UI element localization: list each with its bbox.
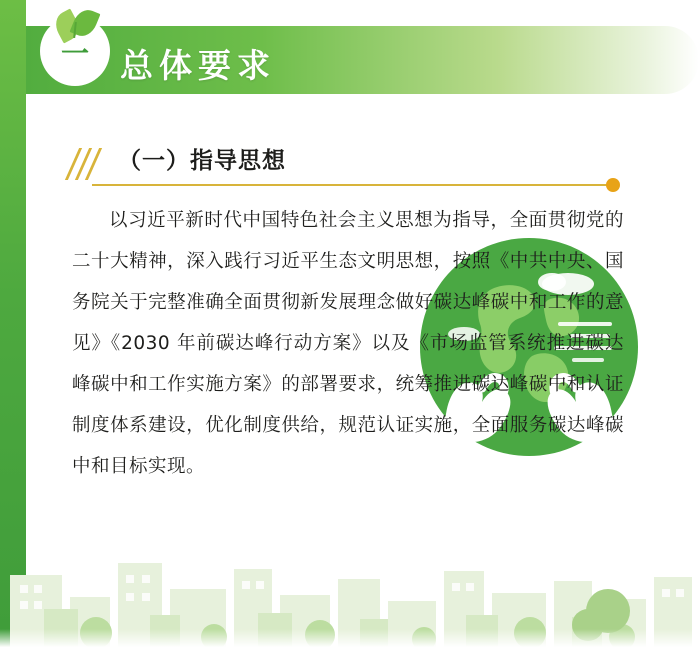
footer-fade bbox=[0, 629, 699, 655]
slash-decoration-icon bbox=[70, 148, 112, 182]
body-paragraph: 以习近平新时代中国特色社会主义思想为指导，全面贯彻党的二十大精神，深入践行习近平生态文明思想，按照《中共中央、国务院关于完整准确全面贯彻新发展理念做好碳达峰碳中和工作的意见》《2030 年前碳达峰行动方案》以及《市场监管系统推进碳达峰碳中和工作实施方案》的部署要求，统筹推进碳达峰碳中和认证制度体系建设，优化制度供给，规范认证实施，全面服务碳达峰碳中和目标实现。 bbox=[72, 210, 624, 477]
sub-heading: （一）指导思想 bbox=[118, 148, 286, 174]
underline-dot-icon bbox=[606, 178, 620, 192]
section-number: 一 bbox=[60, 37, 89, 70]
page-title: 总体要求 bbox=[120, 46, 276, 85]
heading-underline bbox=[92, 184, 616, 186]
